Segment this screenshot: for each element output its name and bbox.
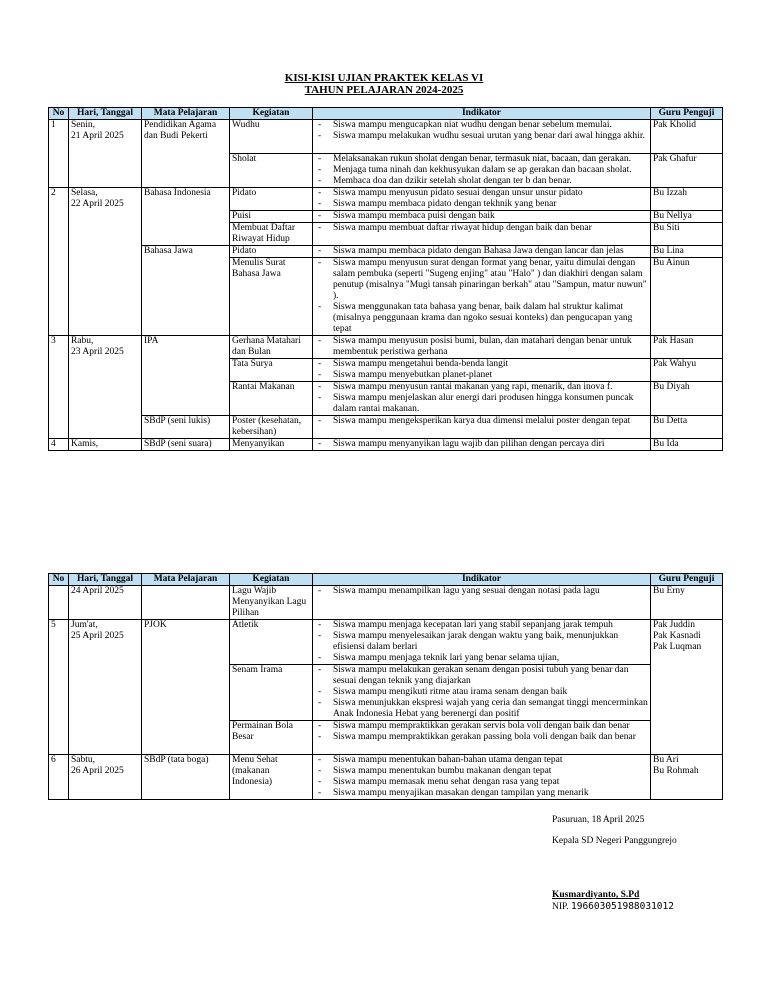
table-row	[49, 246, 723, 258]
date: 23 April 2025	[71, 347, 124, 357]
examiner-1: Bu Ari	[653, 755, 679, 765]
indicator-cell	[313, 188, 651, 211]
header-indikator: Indikator	[313, 108, 651, 120]
table-row	[49, 586, 723, 620]
header-indikator: Indikator	[313, 574, 651, 586]
schedule-table-page-2	[48, 573, 723, 800]
table-header-row	[49, 574, 723, 586]
activity: Gerhana Matahari dan Bulan	[230, 336, 313, 359]
indicator-cell	[313, 439, 651, 451]
date: 26 April 2025	[71, 766, 124, 776]
indicator-cell	[313, 246, 651, 258]
indicator-item: - Siswa mampu menjelaskan alur energi dari produsen hingga konsumen puncak dalam rantai makanan.	[315, 393, 648, 415]
indicator-item: - Siswa mampu menjaga kecepatan lari yang stabil sepanjang jarak tempuh	[315, 620, 648, 631]
table-row	[49, 336, 723, 359]
table-row	[49, 188, 723, 211]
indicator-cell	[313, 154, 651, 188]
indicator-item: - Siswa mampu menyebutkan planet-planet	[315, 370, 648, 381]
examiner: Bu Izzah	[651, 188, 723, 211]
indicator-item: - Siswa mampu menyusun posisi bumi, bulan, dan matahari dengan benar untuk membentuk peristiwa gerhana	[315, 336, 648, 358]
indicator-item: - Siswa mampu mengikuti ritme atau irama senam dengan baik	[315, 687, 648, 698]
examiner: Pak Wahyu	[651, 359, 723, 382]
subject: IPA	[142, 336, 230, 416]
activity: Lagu Wajib Menyanyikan Lagu Pilihan	[230, 586, 313, 620]
table-header-row	[49, 108, 723, 120]
row-number: 4	[49, 439, 69, 451]
activity: Permainan Bola Besar	[230, 721, 313, 755]
indicator-item: - Siswa mampu menyelesaikan jarak dengan waktu yang baik, menunjukkan efisiensi dalam berlari	[315, 631, 648, 653]
indicator-cell	[313, 359, 651, 382]
activity: Poster (kesehatan, kebersihan)	[230, 416, 313, 439]
indicator-item: - Siswa mampu menyusun pidato sesuai dengan unsur unsur pidato	[315, 188, 648, 199]
activity: Menu Sehat (makanan Indonesia)	[230, 755, 313, 800]
examiner-continued	[651, 721, 723, 755]
examiner	[651, 755, 723, 800]
indicator-item: - Siswa mampu membuat daftar riwayat hidup dengan baik dan benar	[315, 223, 648, 234]
indicator-cell	[313, 416, 651, 439]
activity: Atletik	[230, 620, 313, 665]
examiner: Bu Ainun	[651, 258, 723, 336]
examiner: Bu Siti	[651, 223, 723, 246]
date: 25 April 2025	[71, 631, 124, 641]
activity: Pidato	[230, 246, 313, 258]
indicator-item: - Siswa mampu melakukan gerakan senam dengan posisi tubuh yang benar dan sesuai dengan teknik yang diajarkan	[315, 665, 648, 687]
indicator-item: - Siswa mampu menampilkan lagu yang sesuai dengan notasi pada lagu	[315, 586, 648, 597]
indicator-item: - Siswa mampu mengetahui benda-benda langit	[315, 359, 648, 370]
activity: Tata Surya	[230, 359, 313, 382]
signature-nip	[552, 901, 674, 913]
subject-continued	[142, 586, 230, 620]
activity: Menulis Surat Bahasa Jawa	[230, 258, 313, 336]
indicator-item: - Siswa mampu melakukan wudhu sesuai urutan yang benar dari awal hingga akhir.	[315, 131, 648, 142]
indicator-cell	[313, 211, 651, 223]
date: 24 April 2025	[69, 586, 142, 620]
date: 22 April 2025	[71, 199, 124, 209]
indicator-cell	[313, 620, 651, 665]
day: Kamis,	[69, 439, 142, 451]
examiner: Bu Nellya	[651, 211, 723, 223]
day: Jum'at,	[71, 620, 98, 630]
examiner: Bu Diyah	[651, 382, 723, 416]
indicator-cell	[313, 223, 651, 246]
row-number: 6	[49, 755, 69, 800]
day: Rabu,	[71, 336, 94, 346]
examiner: Bu Ida	[651, 439, 723, 451]
row-number: 3	[49, 336, 69, 439]
header-no: No	[49, 108, 69, 120]
header-guru: Guru Penguji	[651, 108, 723, 120]
indicator-cell	[313, 336, 651, 359]
indicator-item: - Siswa mampu menyusun rantai makanan yang rapi, menarik, dan inova f.	[315, 382, 648, 393]
indicator-item: - Siswa mampu menentukan bumbu makanan dengan tepat	[315, 766, 648, 777]
header-no: No	[49, 574, 69, 586]
activity: Rantai Makanan	[230, 382, 313, 416]
indicator-item: - Menjaga tuma ninah dan kekhusyukan dalam se ap gerakan dan bacaan sholat.	[315, 165, 648, 176]
examiner-2: Bu Rohmah	[653, 766, 699, 776]
examiner: Pak Ghafur	[651, 154, 723, 188]
indicator-cell	[313, 120, 651, 154]
subject: SBdP (seni suara)	[142, 439, 230, 451]
subject: SBdP (seni lukis)	[142, 416, 230, 439]
header-kegiatan: Kegiatan	[230, 574, 313, 586]
indicator-item: - Siswa menggunakan tata bahasa yang benar, baik dalam hal struktur kalimat (misalnya penggunaan krama dan ngoko sesuai konteks) dan pengucapan yang tepat	[315, 302, 648, 335]
examiner	[651, 620, 723, 665]
subject: Bahasa Jawa	[142, 246, 230, 336]
subject: SBdP (tata boga)	[142, 755, 230, 800]
indicator-item: - Siswa mampu menyajikan masakan dengan tampilan yang menarik	[315, 788, 648, 799]
nip-number: 196603051988031012	[571, 901, 674, 912]
examiner: Pak Hasan	[651, 336, 723, 359]
row-number-continued	[49, 586, 69, 620]
row-number: 2	[49, 188, 69, 336]
examiner: Pak Kholid	[651, 120, 723, 154]
subject: Pendidikan Agama dan Budi Pekerti	[142, 120, 230, 188]
header-kegiatan: Kegiatan	[230, 108, 313, 120]
indicator-item: - Siswa mampu mengucapkan niat wudhu dengan benar sebelum memulai.	[315, 120, 648, 131]
examiner-continued	[651, 665, 723, 721]
activity: Sholat	[230, 154, 313, 188]
day-date-cell	[69, 755, 142, 800]
day-date-cell	[69, 336, 142, 439]
day-date-cell	[69, 188, 142, 336]
subject: Bahasa Indonesia	[142, 188, 230, 246]
indicator-item: - Siswa mampu menjaga teknik lari yang benar selama ujian,	[315, 653, 648, 664]
indicator-item: - Siswa menunjukkan ekspresi wajah yang ceria dan semangat tinggi mencerminkan Anak Indonesia Hebat yang berenergi dan positif	[315, 698, 648, 720]
table-row	[49, 620, 723, 665]
activity: Puisi	[230, 211, 313, 223]
indicator-cell	[313, 721, 651, 755]
indicator-cell	[313, 258, 651, 336]
subject: PJOK	[142, 620, 230, 755]
indicator-item: - Siswa mampu mempraktikkan gerakan servis bola voli dengan baik dan benar	[315, 721, 648, 732]
examiner-2: Pak Kasnadi	[653, 631, 701, 641]
indicator-item: - Siswa mampu mengeksperikan karya dua dimensi melalui poster dengan tepat	[315, 416, 648, 427]
document-subtitle: TAHUN PELAJARAN 2024-2025	[304, 84, 464, 96]
header-guru: Guru Penguji	[651, 574, 723, 586]
day: Selasa,	[71, 188, 98, 198]
examiner: Bu Lina	[651, 246, 723, 258]
activity: Wudhu	[230, 120, 313, 154]
indicator-item: - Siswa mampu menyanyikan lagu wajib dan pilihan dengan percaya diri	[315, 439, 648, 450]
activity: Senam Irama	[230, 665, 313, 721]
table-row	[49, 755, 723, 800]
activity: Menyanyikan	[230, 439, 313, 451]
indicator-item: - Membaca doa dan dzikir setelah sholat dengan ter b dan benar.	[315, 176, 648, 187]
header-mapel: Mata Pelajaran	[142, 574, 230, 586]
header-hari: Hari, Tanggal	[69, 108, 142, 120]
table-row	[49, 120, 723, 154]
header-mapel: Mata Pelajaran	[142, 108, 230, 120]
signature-position: Kepala SD Negeri Panggungrejo	[552, 836, 677, 846]
day-date-cell	[69, 120, 142, 188]
day-date-cell	[69, 620, 142, 755]
activity: Pidato	[230, 188, 313, 211]
examiner: Bu Detta	[651, 416, 723, 439]
indicator-item: - Siswa mampu menentukan bahan-bahan utama dengan tepat	[315, 755, 648, 766]
examiner: Bu Erny	[651, 586, 723, 620]
indicator-item: - Siswa mampu memasak menu sehat dengan rasa yang tepat	[315, 777, 648, 788]
activity: Membuat Daftar Riwayat Hidup	[230, 223, 313, 246]
signature-place-date: Pasuruan, 18 April 2025	[552, 815, 645, 825]
indicator-item: - Siswa mampu mempraktikkan gerakan passing bola voli dengan baik dan benar	[315, 732, 648, 743]
day: Senin,	[71, 120, 96, 130]
indicator-item: - Melaksanakan rukun sholat dengan benar, termasuk niat, bacaan, dan gerakan.	[315, 154, 648, 165]
table-row	[49, 416, 723, 439]
indicator-cell	[313, 586, 651, 620]
examiner-3: Pak Luqman	[653, 642, 702, 652]
indicator-item: - Siswa mampu membaca pidato dengan tekhnik yang benar	[315, 199, 648, 210]
indicator-cell	[313, 665, 651, 721]
nip-label: NIP.	[552, 902, 569, 912]
indicator-item: - Siswa mampu membaca pidato dengan Bahasa Jawa dengan lancar dan jelas	[315, 246, 648, 257]
document-title: KISI-KISI UJIAN PRAKTEK KELAS VI	[284, 72, 484, 84]
row-number: 1	[49, 120, 69, 188]
row-number: 5	[49, 620, 69, 755]
day: Sabtu,	[71, 755, 96, 765]
examiner-1: Pak Juddin	[653, 620, 695, 630]
table-row	[49, 439, 723, 451]
date: 21 April 2025	[71, 131, 124, 141]
indicator-cell	[313, 755, 651, 800]
header-hari: Hari, Tanggal	[69, 574, 142, 586]
indicator-item: - Siswa mampu menyusun surat dengan format yang benar, yaitu dimulai dengan salam pembuka (seperti "Sugeng enjing" atau "Halo" ) dan diakhiri dengan salam penutup (misalnya "Mugi tansah pinaringan berkah" atau "Sampun, matur nuwun" ).	[315, 258, 648, 302]
signature-name: Kusmardiyanto, S.Pd	[552, 890, 640, 900]
indicator-item: - Siswa mampu membaca puisi dengan baik	[315, 211, 648, 222]
schedule-table-page-1	[48, 107, 723, 451]
indicator-cell	[313, 382, 651, 416]
